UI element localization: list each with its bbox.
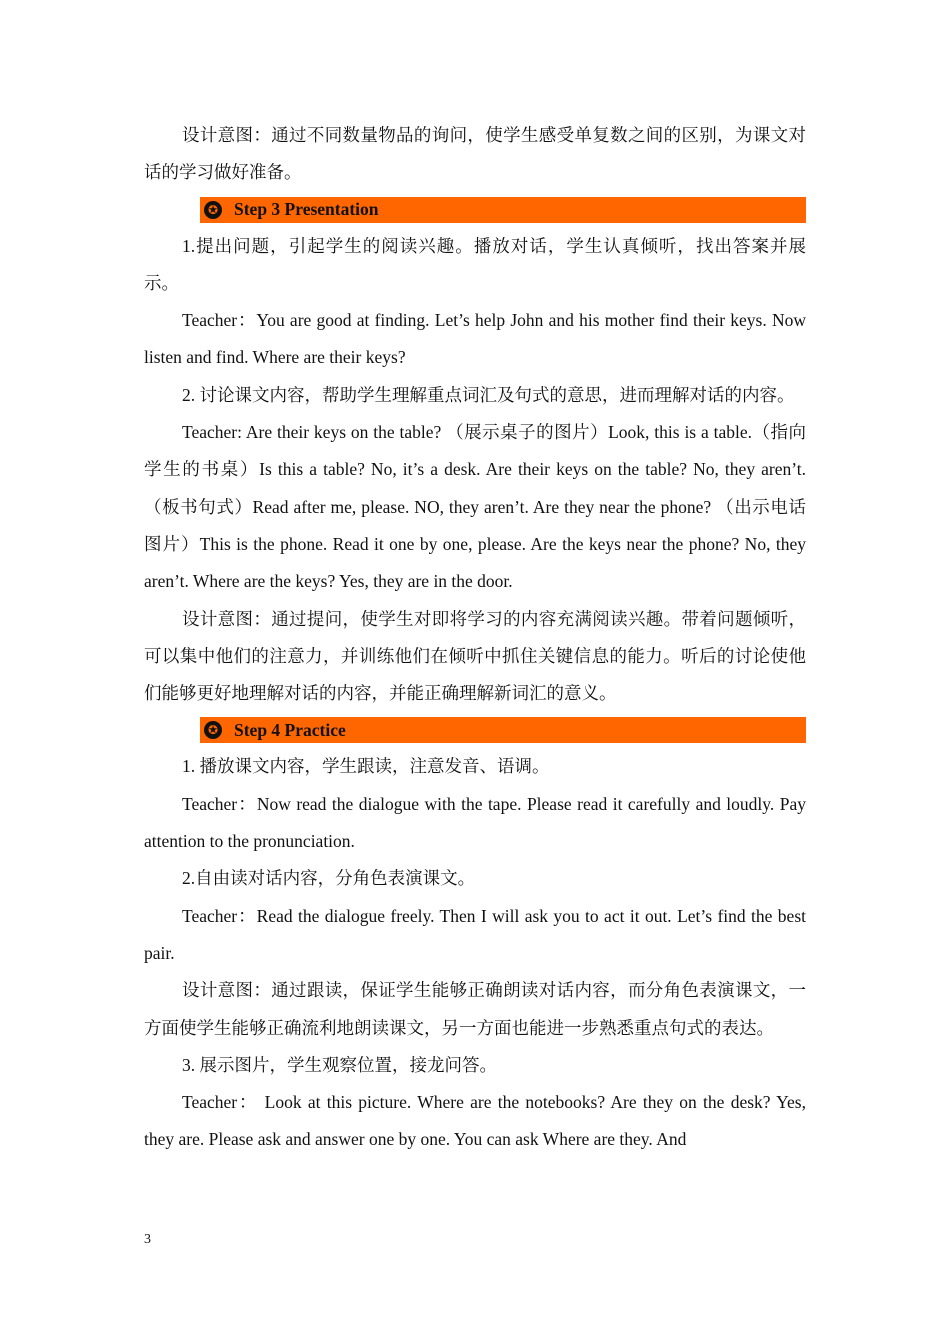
star-icon: ✪ (204, 201, 222, 219)
paragraph: 1. 播放课文内容，学生跟读，注意发音、语调。 (182, 756, 550, 777)
paragraph: Teacher：Now read the dialogue with the tape. Please read it carefully and loudly. Pay attention to the pronunciation. (144, 793, 806, 852)
paragraph: 2.自由读对话内容，分角色表演课文。 (182, 868, 476, 889)
design-intent-paragraph: 设计意图：通过提问，使学生对即将学习的内容充满阅读兴趣。带着问题倾听，可以集中他们的注意力，并训练他们在倾听中抓住关键信息的能力。听后的讨论使他们能够更好地理解对话的内容，并能正确理解新词汇的意义。 (144, 608, 806, 704)
section-header-step4 (200, 717, 806, 743)
paragraph: Teacher：You are good at finding. Let’s help John and his mother find their keys. Now listen and find. Where are their keys? (144, 310, 806, 368)
star-icon: ✪ (204, 721, 222, 739)
document-page (144, 117, 806, 1159)
section-title: Step 4 Practice (234, 719, 346, 740)
design-intent-paragraph: 设计意图：通过不同数量物品的询问，使学生感受单复数之间的区别，为课文对话的学习做好准备。 (144, 125, 806, 183)
paragraph: 3. 展示图片，学生观察位置，接龙问答。 (182, 1054, 497, 1075)
page-number: 3 (144, 1232, 151, 1247)
design-intent-paragraph: 设计意图：通过跟读，保证学生能够正确朗读对话内容，而分角色表演课文，一方面使学生能够正确流利地朗读课文，另一方面也能进一步熟悉重点句式的表达。 (144, 980, 806, 1038)
paragraph: Teacher： Look at this picture. Where are the notebooks? Are they on the desk? Yes, they are. Please ask and answer one by one. You can ask Where are they. And (144, 1092, 806, 1150)
paragraph: 1.提出问题，引起学生的阅读兴趣。播放对话，学生认真倾听，找出答案并展示。 (144, 235, 806, 293)
section-header-step3 (200, 197, 806, 223)
paragraph: Teacher：Read the dialogue freely. Then I will ask you to act it out. Let’s find the best pair. (144, 905, 806, 963)
section-title: Step 3 Presentation (234, 199, 379, 220)
paragraph: 2. 讨论课文内容，帮助学生理解重点词汇及句式的意思，进而理解对话的内容。 (182, 384, 795, 405)
paragraph: Teacher: Are their keys on the table? （展示桌子的图片）Look, this is a table.（指向学生的书桌）Is this a table? No, it’s a desk. Are their keys on the table? No, they aren’t. （板书句式）Read after me, please. NO, they aren’t. Are they near the phone? （出示电话图片）This is the phone. Read it one by one, please. Are the keys near the phone? No, they aren’t. Where are the keys? Yes, they are in the door. (144, 422, 806, 592)
